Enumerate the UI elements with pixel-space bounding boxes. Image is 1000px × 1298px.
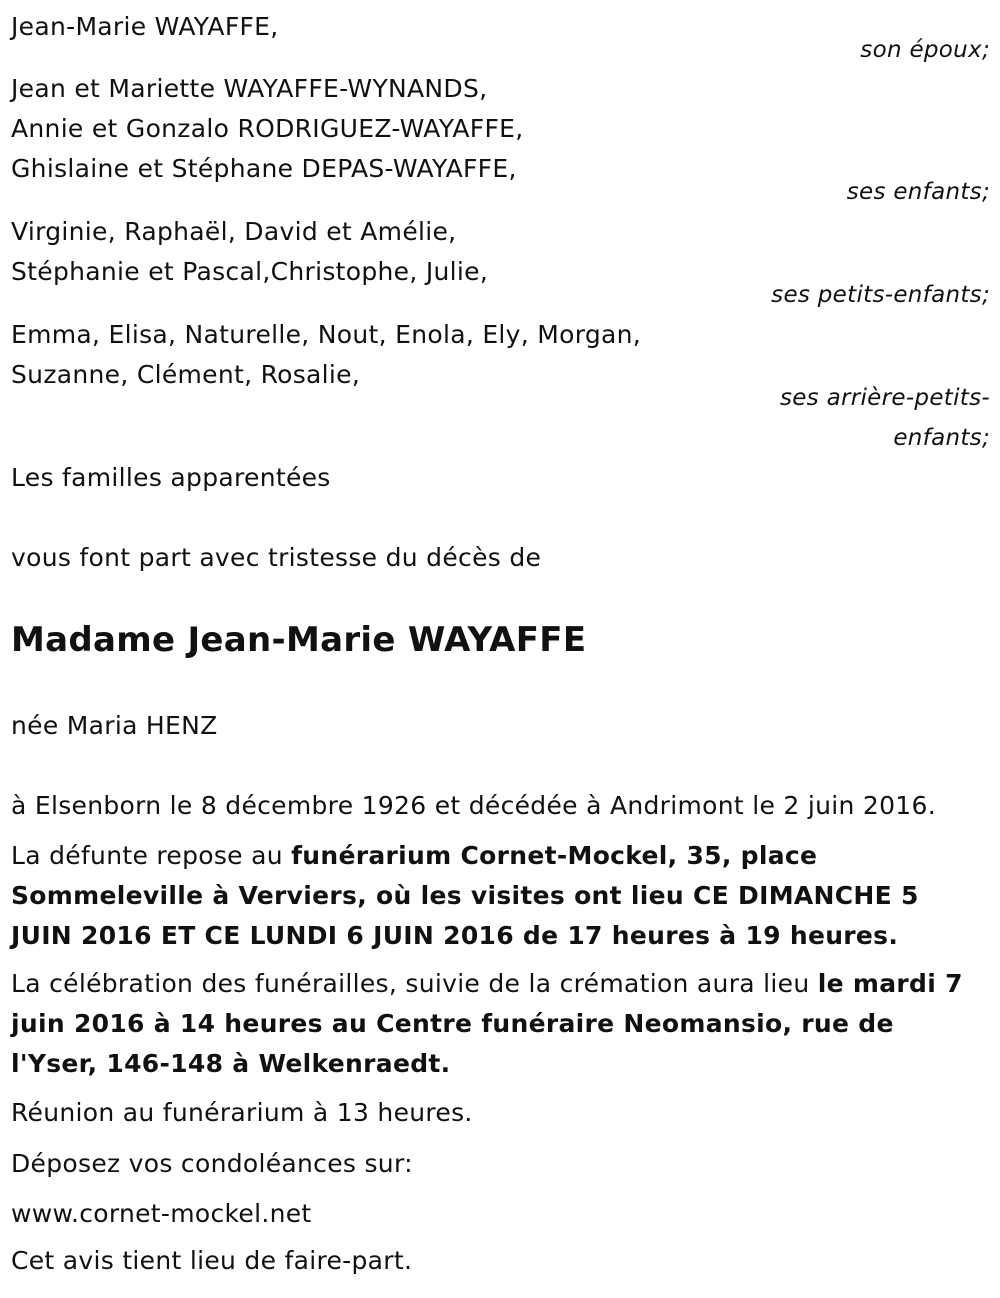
closing-line: Cet avis tient lieu de faire-part. (11, 1246, 413, 1275)
grandchild-line-1: Virginie, Raphaël, David et Amélie, (11, 217, 457, 246)
celebration-details: le mardi 7 juin 2016 à 14 heures au Centre funéraire Neomansio, rue de l'Yser, 146-148 à Welkenraedt. (11, 969, 963, 1078)
families-line: Les familles apparentées (11, 463, 331, 492)
child-line-1: Jean et Mariette WAYAFFE-WYNANDS, (11, 74, 488, 103)
great-grandchildren-role-1: ses arrière-petits- (779, 385, 990, 411)
birth-death-line: à Elsenborn le 8 décembre 1926 et décédée à Andrimont le 2 juin 2016. (11, 791, 936, 820)
grandchildren-role: ses petits-enfants; (771, 282, 990, 308)
repose-details: funérarium Cornet-Mockel, 35, place Sommeleville à Verviers, où les visites ont lieu CE DIMANCHE 5 JUIN 2016 ET CE LUNDI 6 JUIN 2016 de 17 heures à 19 heures. (11, 841, 919, 950)
great-grandchild-line-1: Emma, Elisa, Naturelle, Nout, Enola, Ely, Morgan, (11, 320, 642, 349)
grandchild-line-2: Stéphanie et Pascal,Christophe, Julie, (11, 257, 489, 286)
child-line-2: Annie et Gonzalo RODRIGUEZ-WAYAFFE, (11, 114, 524, 143)
repose-paragraph (11, 836, 971, 956)
great-grandchild-line-2: Suzanne, Clément, Rosalie, (11, 360, 361, 389)
maiden-name: née Maria HENZ (11, 711, 218, 740)
deceased-name: Madame Jean-Marie WAYAFFE (11, 620, 587, 660)
child-line-3: Ghislaine et Stéphane DEPAS-WAYAFFE, (11, 154, 517, 183)
spouse-name: Jean-Marie WAYAFFE, (11, 12, 279, 41)
children-role: ses enfants; (846, 179, 990, 205)
announcement-line: vous font part avec tristesse du décès de (11, 543, 542, 572)
great-grandchildren-role-2: enfants; (893, 425, 990, 451)
condolences-label: Déposez vos condoléances sur: (11, 1149, 413, 1178)
celebration-paragraph (11, 964, 971, 1084)
reunion-line: Réunion au funérarium à 13 heures. (11, 1098, 473, 1127)
repose-prefix: La défunte repose au (11, 841, 292, 870)
spouse-role: son époux; (860, 37, 990, 63)
website-link[interactable]: www.cornet-mockel.net (11, 1199, 312, 1228)
celebration-prefix: La célébration des funérailles, suivie de la crémation aura lieu (11, 969, 818, 998)
